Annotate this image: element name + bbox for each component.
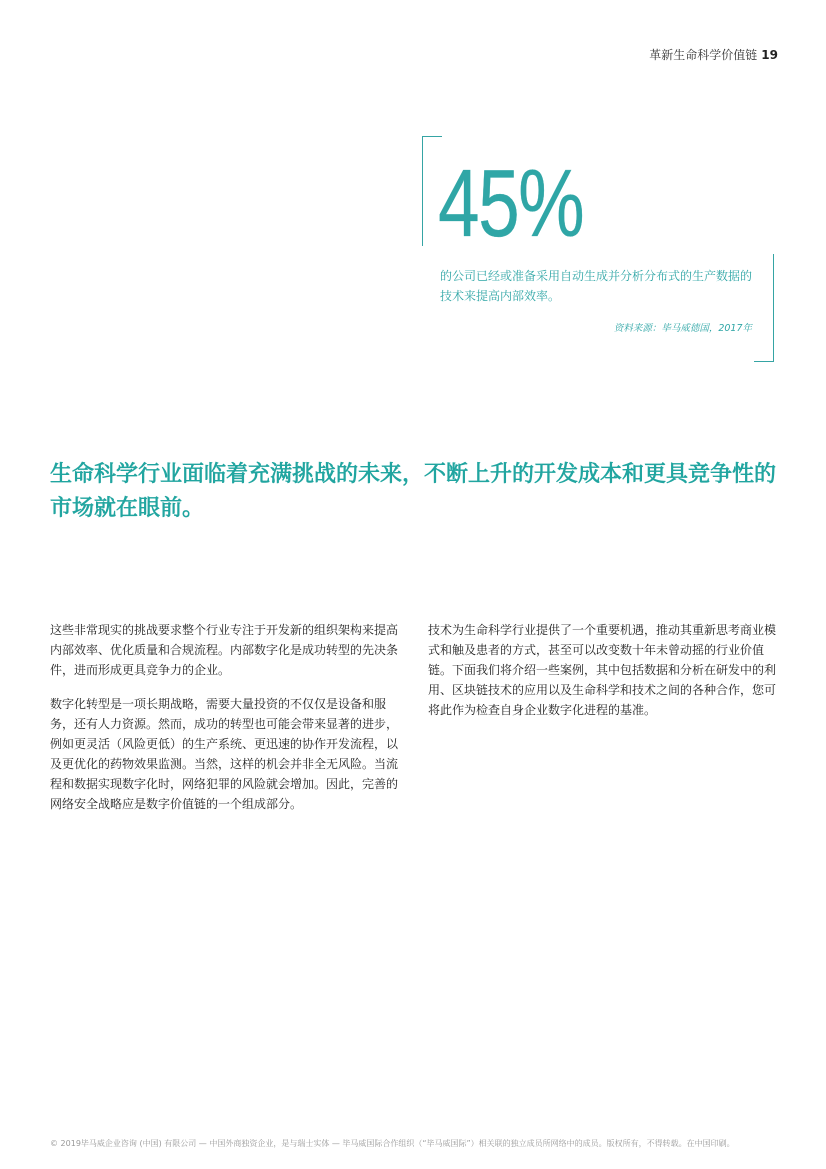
footer-copyright: © 2019毕马威企业咨询 (中国) 有限公司 — 中国外商独资企业，是与瑞士实体 — 毕马威国际合作组织（“毕马威国际”）相关联的独立成员所网络中的成员。版权所有，不得转载。在中国印刷。 (50, 1139, 735, 1148)
frame-line-top (422, 136, 442, 137)
frame-line-bottom (754, 361, 774, 362)
running-header (649, 46, 778, 63)
section-headline: 生命科学行业面临着充满挑战的未来，不断上升的开发成本和更具竞争性的市场就在眼前。 (50, 462, 777, 521)
body-column-left (50, 620, 400, 828)
body-column-right (428, 620, 778, 734)
body-paragraph: 这些非常现实的挑战要求整个行业专注于开发新的组织架构来提高内部效率、优化质量和合规流程。内部数字化是成功转型的先决条件，进而形成更具竞争力的企业。 (50, 623, 399, 677)
stat-description: 的公司已经或准备采用自动生成并分析分布式的生产数据的技术来提高内部效率。 (440, 269, 753, 303)
body-paragraph: 技术为生命科学行业提供了一个重要机遇，推动其重新思考商业模式和触及患者的方式，甚至可以改变数十年未曾动摇的行业价值链。下面我们将介绍一些案例，其中包括数据和分析在研发中的利用、区块链技术的应用以及生命科学和技术之间的各种合作，您可将此作为检查自身企业数字化进程的基准。 (428, 623, 777, 717)
stat-source: 资料来源：毕马威德国，2017年 (613, 323, 752, 334)
frame-line-right (773, 254, 774, 362)
stat-callout (422, 136, 774, 362)
header-title: 革新生命科学价值链 (649, 48, 758, 62)
stat-value: 45% (438, 150, 584, 257)
page-number: 19 (761, 48, 778, 62)
body-paragraph: 数字化转型是一项长期战略，需要大量投资的不仅仅是设备和服务，还有人力资源。然而，成功的转型也可能会带来显著的进步，例如更灵活（风险更低）的生产系统、更迅速的协作开发流程，以及更优化的药物效果监测。当然，这样的机会并非全无风险。当流程和数据实现数字化时，网络犯罪的风险就会增加。因此，完善的网络安全战略应是数字价值链的一个组成部分。 (50, 697, 399, 811)
frame-line-left (422, 136, 423, 246)
